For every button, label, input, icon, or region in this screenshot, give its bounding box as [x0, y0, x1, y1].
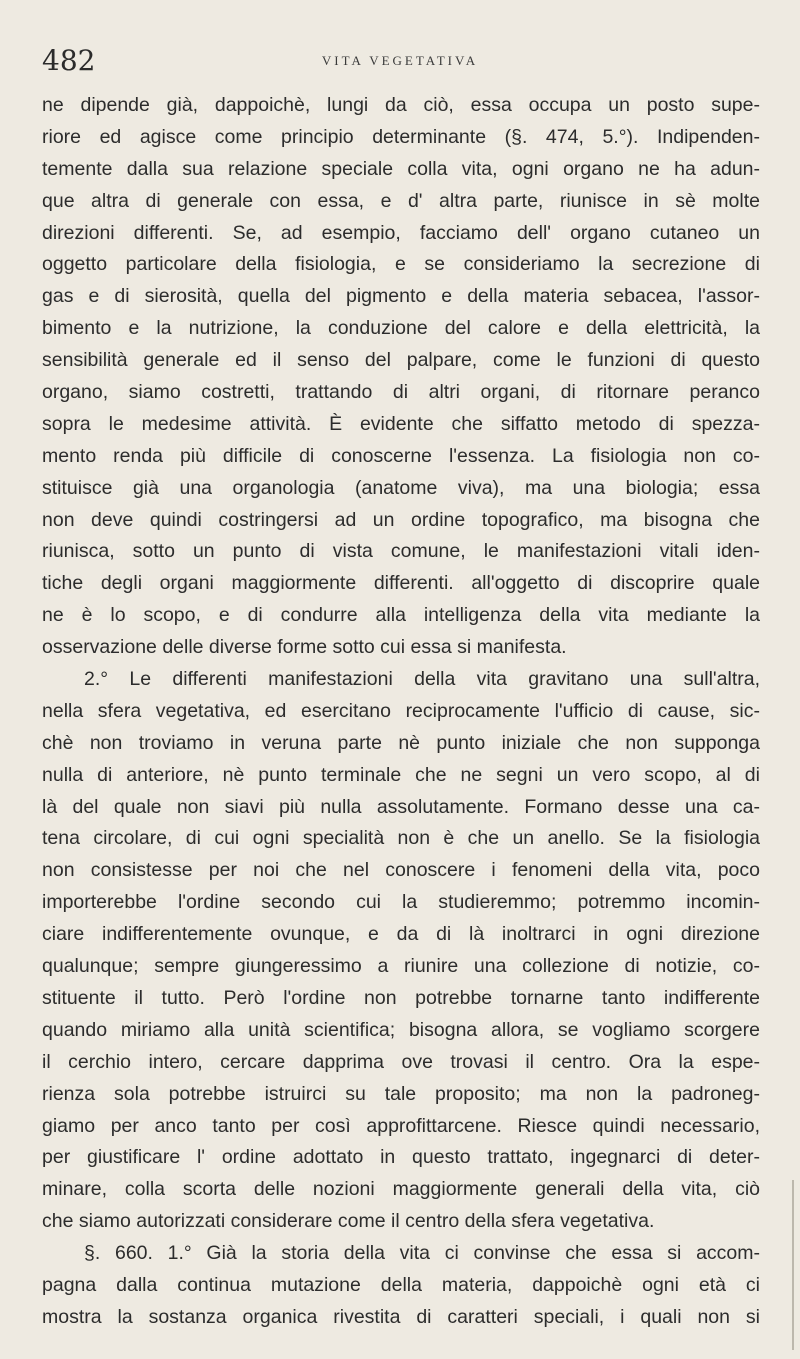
text-line: stituente il tutto. Però l'ordine non potrebbe tornarne tanto indifferente	[42, 986, 760, 1009]
text-line: il cerchio intero, cercare dapprima ove trovasi il centro. Ora la espe-	[42, 1050, 760, 1073]
text-line: nella sfera vegetativa, ed esercitano reciprocamente l'ufficio di cause, sic-	[42, 699, 760, 722]
text-line: rienza sola potrebbe istruirci su tale proposito; ma non la padroneg-	[42, 1082, 760, 1105]
page-header	[42, 44, 758, 84]
text-line: organo, siamo costretti, trattando di altri organi, di ritornare peranco	[42, 381, 760, 404]
text-line: riunisca, sotto un punto di vista comune, le manifestazioni vitali iden-	[42, 540, 760, 563]
text-line: sensibilità generale ed il senso del palpare, come le funzioni di questo	[42, 349, 760, 372]
body-text	[42, 90, 760, 1334]
text-line: minare, colla scorta delle nozioni maggiormente generali della vita, ciò	[42, 1178, 760, 1201]
text-line: non consistesse per noi che nel conoscere i fenomeni della vita, poco	[42, 859, 760, 882]
text-line: riore ed agisce come principio determinante (§. 474, 5.°). Indipenden-	[42, 125, 760, 148]
text-line: mostra la sostanza organica rivestita di caratteri speciali, i quali non si	[42, 1305, 760, 1328]
text-line: giamo per anco tanto per così approfittarcene. Riesce quindi necessario,	[42, 1114, 760, 1137]
text-line: importerebbe l'ordine secondo cui la studieremmo; potremmo incomin-	[42, 891, 760, 914]
text-line: là del quale non siavi più nulla assolutamente. Formano desse una ca-	[42, 795, 760, 818]
text-line: mento renda più difficile di conoscerne l'essenza. La fisiologia non co-	[42, 444, 760, 467]
text-line: 2.° Le differenti manifestazioni della vita gravitano una sull'altra,	[84, 668, 760, 691]
text-line: osservazione delle diverse forme sotto cui essa si manifesta.	[42, 636, 567, 659]
text-line: §. 660. 1.° Già la storia della vita ci convinse che essa si accom-	[84, 1242, 760, 1265]
text-line: tiche degli organi maggiormente differenti. all'oggetto di discoprire quale	[42, 572, 760, 595]
page-number: 482	[42, 44, 96, 77]
text-line: ciare indifferentemente ovunque, e da di là inoltrarci in ogni direzione	[42, 923, 760, 946]
text-line: che siamo autorizzati considerare come il centro della sfera vegetativa.	[42, 1210, 655, 1233]
running-head: VITA VEGETATIVA	[321, 53, 479, 68]
text-line: oggetto particolare della fisiologia, e se consideriamo la secrezione di	[42, 253, 760, 276]
text-line: tena circolare, di cui ogni specialità non è che un anello. Se la fisiologia	[42, 827, 760, 850]
text-line: ne è lo scopo, e di condurre alla intelligenza della vita mediante la	[42, 604, 760, 627]
text-line: quando miriamo alla unità scientifica; bisogna allora, se vogliamo scorgere	[42, 1018, 760, 1041]
text-line: pagna dalla continua mutazione della materia, dappoichè ogni età ci	[42, 1273, 760, 1296]
text-line: gas e di sierosità, quella del pigmento e della materia sebacea, l'assor-	[42, 285, 760, 308]
text-line: sopra le medesime attività. È evidente che siffatto metodo di spezza-	[42, 412, 760, 435]
text-line: temente dalla sua relazione speciale colla vita, ogni organo ne ha adun-	[42, 157, 760, 180]
text-line: bimento e la nutrizione, la conduzione del calore e della elettricità, la	[42, 317, 760, 340]
text-line: non deve quindi costringersi ad un ordine topografico, ma bisogna che	[42, 508, 760, 531]
page-edge-mark	[792, 1180, 794, 1350]
text-line: nulla di anteriore, nè punto terminale che ne segni un vero scopo, al di	[42, 763, 760, 786]
text-line: qualunque; sempre giungeressimo a riunire una collezione di notizie, co-	[42, 955, 760, 978]
text-line: stituisce già una organologia (anatome viva), ma una biologia; essa	[42, 476, 760, 499]
text-line: direzioni differenti. Se, ad esempio, facciamo dell' organo cutaneo un	[42, 221, 760, 244]
text-line: per giustificare l' ordine adottato in questo trattato, ingegnarci di deter-	[42, 1146, 760, 1169]
text-line: chè non troviamo in veruna parte nè punto iniziale che non supponga	[42, 731, 760, 754]
text-line: ne dipende già, dappoichè, lungi da ciò, essa occupa un posto supe-	[42, 94, 760, 116]
text-line: que altra di generale con essa, e d' altra parte, riunisce in sè molte	[42, 189, 760, 212]
